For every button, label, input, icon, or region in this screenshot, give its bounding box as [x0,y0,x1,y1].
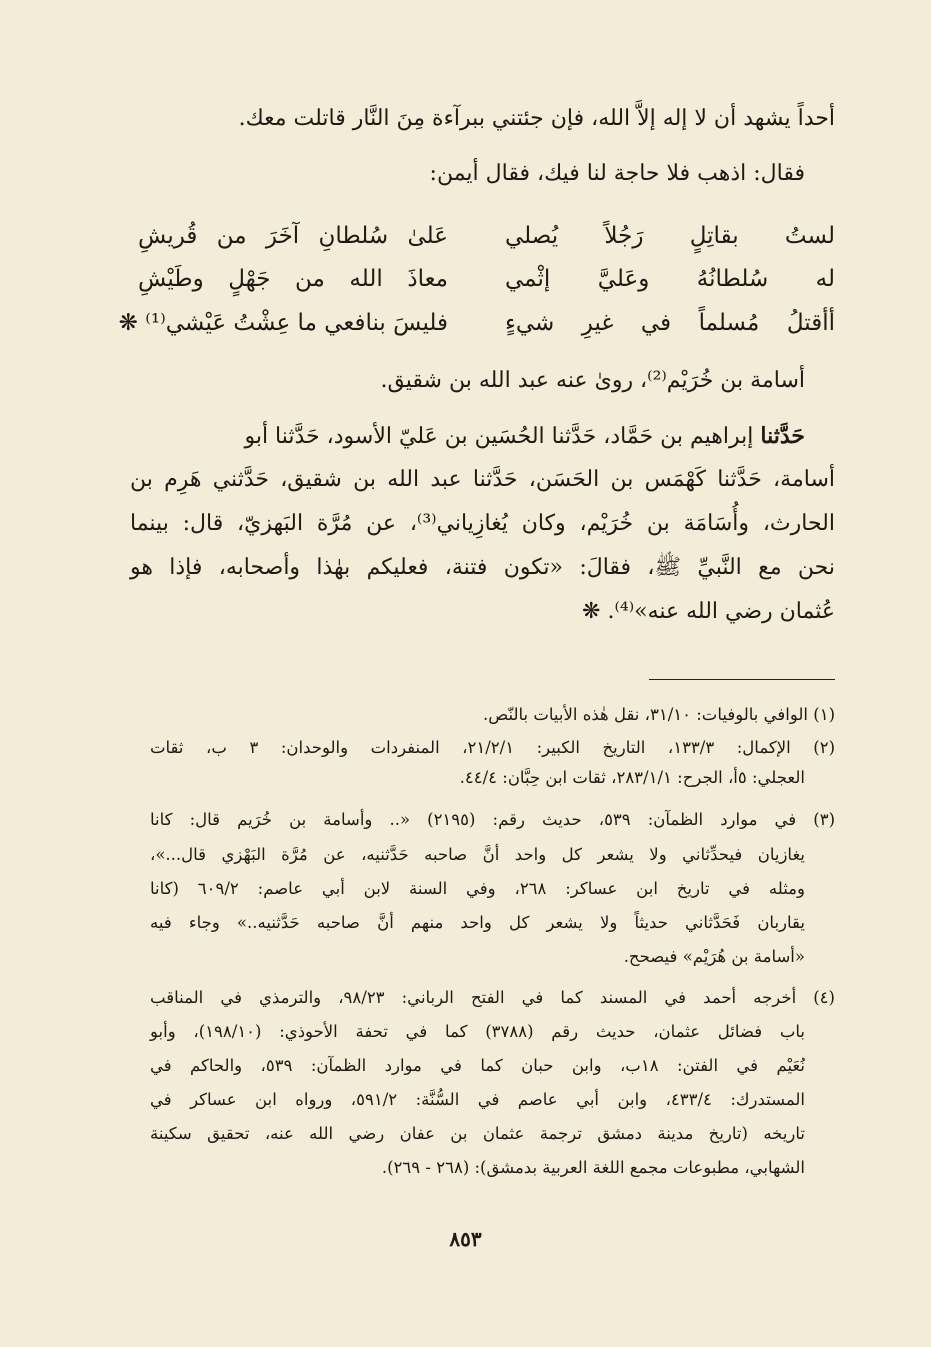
footnote-3-line-1: (٣) في موارد الظمآن: ٥٣٩، حديث رقم: (٢١٩٥) «.. وأسامة بن خُرَيم قال: كانا [150,810,835,829]
footnote-4-line-4: المستدرك: ٤٣٣/٤، وابن أبي عاصم في السُّنَّة: ٥٩١/٢، ورواه ابن عساكر في [150,1090,805,1109]
hadith-line-5: عُثمان رضي الله عنه»⁽⁴⁾. ❋ [582,599,835,624]
footnote-4-line-5: تاريخه (تاريخ مدينة دمشق ترجمة عثمان بن عفان رضي الله عنه، تحقيق سكينة [150,1124,805,1143]
footnote-3-line-2: يغازيان فيحدِّثاني ولا يشعر كل واحد أنَّ صاحبه حَدَّثنيه، عن مُرَّة البَهْزي قال...»، [150,845,805,864]
hadith-line-1 [130,421,805,452]
hadith-line-4: نحن مع النَّبيِّ ﷺ، فقالَ: «تكون فتنة، فعليكم بهٰذا وأصحابه، فإذا هو [130,555,835,580]
footnote-4-line-3: نُعَيْم في الفتن: ١٨ب، وابن حبان كما في موارد الظمآن: ٥٣٩، والحاكم في [150,1056,805,1075]
footnote-4-line-1: (٤) أخرجه أحمد في المسند كما في الفتح الرباني: ٩٨/٢٣، والترمذي في المناقب [150,988,835,1007]
footnote-2-line-1: (٢) الإكمال: ١٣٣/٣، التاريخ الكبير: ٢١/٢/١، المنفردات والوحدان: ٣ ب، ثقات [150,738,835,757]
footnote-4-line-2: باب فضائل عثمان، حديث رقم (٣٧٨٨) كما في تحفة الأحوذي: (١٩٨/١٠)، وأبو [150,1022,805,1041]
verse-2-second-hemistich: معاذَ الله من جَهْلٍ وطَيْشِ [138,266,448,292]
verse-3-second-hemistich: فليسَ بنافعي ما عِشْتُ عَيْشي⁽¹⁾ ❋ [118,310,448,336]
verse-1-first-hemistich: لستُ بقاتِلٍ رَجُلاً يُصلي [505,223,835,249]
footnote-2-line-2: العجلي: ٥أ، الجرح: ٢٨٣/١/١، ثقات ابن حِبَّان: ٤٤/٤. [459,768,805,787]
footnote-3-line-5: «أسامة بن هُرَيْم» فيصحح. [623,947,805,966]
footnote-separator [649,679,835,680]
hadith-lead-word: حَدَّثنا [760,423,805,449]
footnote-4-line-6: الشهابي، مطبوعات مجمع اللغة العربية بدمشق): (٢٦٨ - ٢٦٩). [381,1158,805,1177]
hadith-line-2: أسامة، حَدَّثنا كَهْمَس بن الحَسَن، حَدَّثنا عبد الله بن شقيق، حَدَّثني هَرِم بن [130,467,835,492]
footnote-3-line-3: ومثله في تاريخ ابن عساكر: ٢٦٨، وفي السنة لابن أبي عاصم: ٦٠٩/٢ (كانا [150,879,805,898]
verse-3-first-hemistich: أأقتلُ مُسلماً في غيرِ شيءٍ [505,310,835,336]
verse-1-second-hemistich: عَلىٰ سُلطانِ آخَرَ من قُريشِ [138,223,448,249]
hadith-line-1-text: إبراهيم بن حَمَّاد، حَدَّثنا الحُسَين بن عَليّ الأسود، حَدَّثنا أبو [244,424,761,449]
footnote-3-line-4: يقاربان فَحَدَّثاني حديثاً ولا يشعر كل واحد منهم أنَّ صاحبه حَدَّثنيه..» وجاء فيه [150,913,805,932]
footnote-1: (١) الوافي بالوفيات: ٣١/١٠، نقل هٰذه الأبيات بالنّص. [483,705,835,724]
hadith-line-3: الحارث، وأُسَامَة بن خُرَيْم، وكان يُغازِياني⁽³⁾، عن مُرَّة البَهزيّ، قال: بينما [130,511,835,536]
reply-line: فقال: اذهب فلا حاجة لنا فيك، فقال أيمن: [429,161,805,186]
verse-2-first-hemistich: له سُلطانُهُ وعَليَّ إثْمي [505,266,835,292]
entry-line: أسامة بن خُرَيْم⁽²⁾، روىٰ عنه عبد الله بن شقيق. [380,368,805,393]
intro-line: أحداً يشهد أن لا إله إلاَّ الله، فإن جئتني ببرآءة مِنَ النَّار قاتلت معك. [238,106,835,131]
page-number: ٨٥٣ [449,1227,482,1251]
